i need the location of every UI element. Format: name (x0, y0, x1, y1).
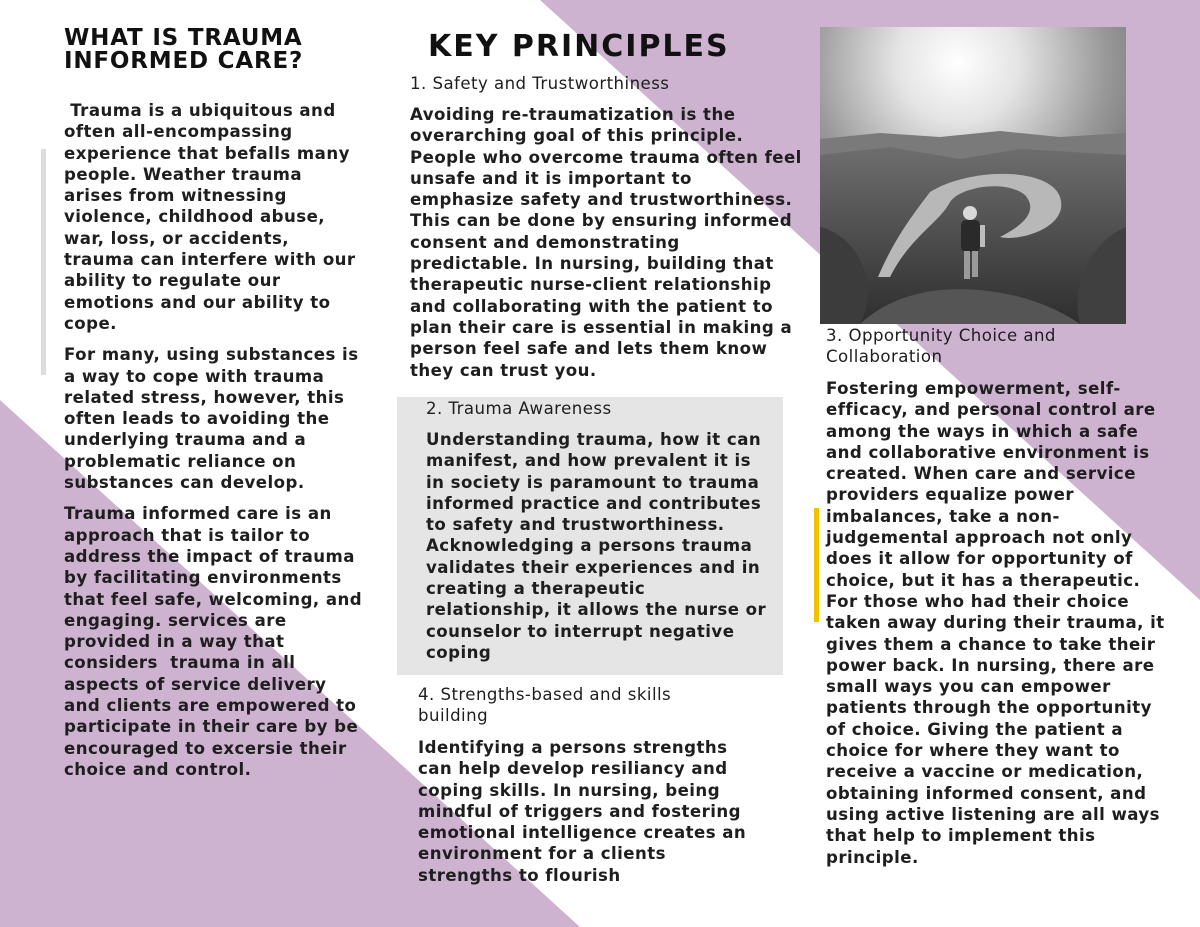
tic-approach-paragraph: Trauma informed care is an approach that is tailor to address the impact of trauma by facilitating environments that feel safe, welcoming, and engaging. services are provided in a way that considers trauma in all aspects of service delivery and clients are empowered to participate in their care by be encouraged to excersie their choice and control. (64, 504, 369, 779)
left-panel-title (64, 27, 384, 73)
left-panel-title-line1: WHAT IS TRAUMA (64, 25, 303, 51)
principle-1-body: Avoiding re-traumatization is the overarching goal of this principle. People who overcome trauma often feel unsafe and it is important to emphasize safety and trustworthiness. This can be done by ensuring informed consent and demonstrating predictable. In nursing, building that therapeutic nurse-client relationship and collaborating with the patient to plan their care is essential in making a person feel safe and lets them know they can trust you. (410, 105, 802, 380)
principle-1-heading: 1. Safety and Trustworthiness (410, 74, 670, 93)
substances-paragraph: For many, using substances is a way to cope with trauma related stress, however, this often leads to avoiding the underlying trauma and a problematic reliance on substances can develop. (64, 345, 365, 493)
principle-3-heading: 3. Opportunity Choice and Collaboration (826, 326, 1056, 367)
principle-2-heading: 2. Trauma Awareness (426, 399, 612, 418)
left-panel-body (64, 100, 369, 780)
left-accent-bar (41, 149, 46, 375)
principle-3-body: Fostering empowerment, self-efficacy, and personal control are among the ways in which a safe and collaborative environment is created. When care and service providers equalize power imbalances, take a non-judgemental approach not only does it allow for opportunity of choice, but it has a therapeutic. For those who had their choice taken away during their trauma, it gives them a chance to take their power back. In nursing, there are small ways you can empower patients through the opportunity of choice. Giving the patient a choice for where they want to receive a vaccine or medication, obtaining informed consent, and using active listening are all ways that help to implement this principle. (826, 379, 1165, 867)
principle-4-heading: 4. Strengths-based and skills building (418, 685, 672, 726)
principle-2-body: Understanding trauma, how it can manifest, and how prevalent it is in society is paramount to trauma informed practice and contributes to safety and trustworthiness. Acknowledging a persons trauma validates their experiences and in creating a therapeutic relationship, it allows the nurse or counselor to interrupt negative coping (426, 430, 767, 662)
left-panel-title-line2: INFORMED CARE? (64, 48, 304, 74)
intro-paragraph: Trauma is a ubiquitous and often all-encompassing experience that befalls many people. Weather trauma arises from witnessing violence, childhood abuse, war, loss, or accidents, trauma can interfere with our ability to regulate our emotions and our ability to cope. (64, 101, 362, 333)
key-principles-title: KEY PRINCIPLES (428, 29, 730, 64)
principle-4-body: Identifying a persons strengths can help develop resiliancy and coping skills. In nursing, being mindful of triggers and fostering emotional intelligence creates an environment for a clients strengths to flourish (418, 738, 747, 885)
canyon-hiker-photo (820, 27, 1126, 324)
right-accent-bar (814, 508, 819, 622)
